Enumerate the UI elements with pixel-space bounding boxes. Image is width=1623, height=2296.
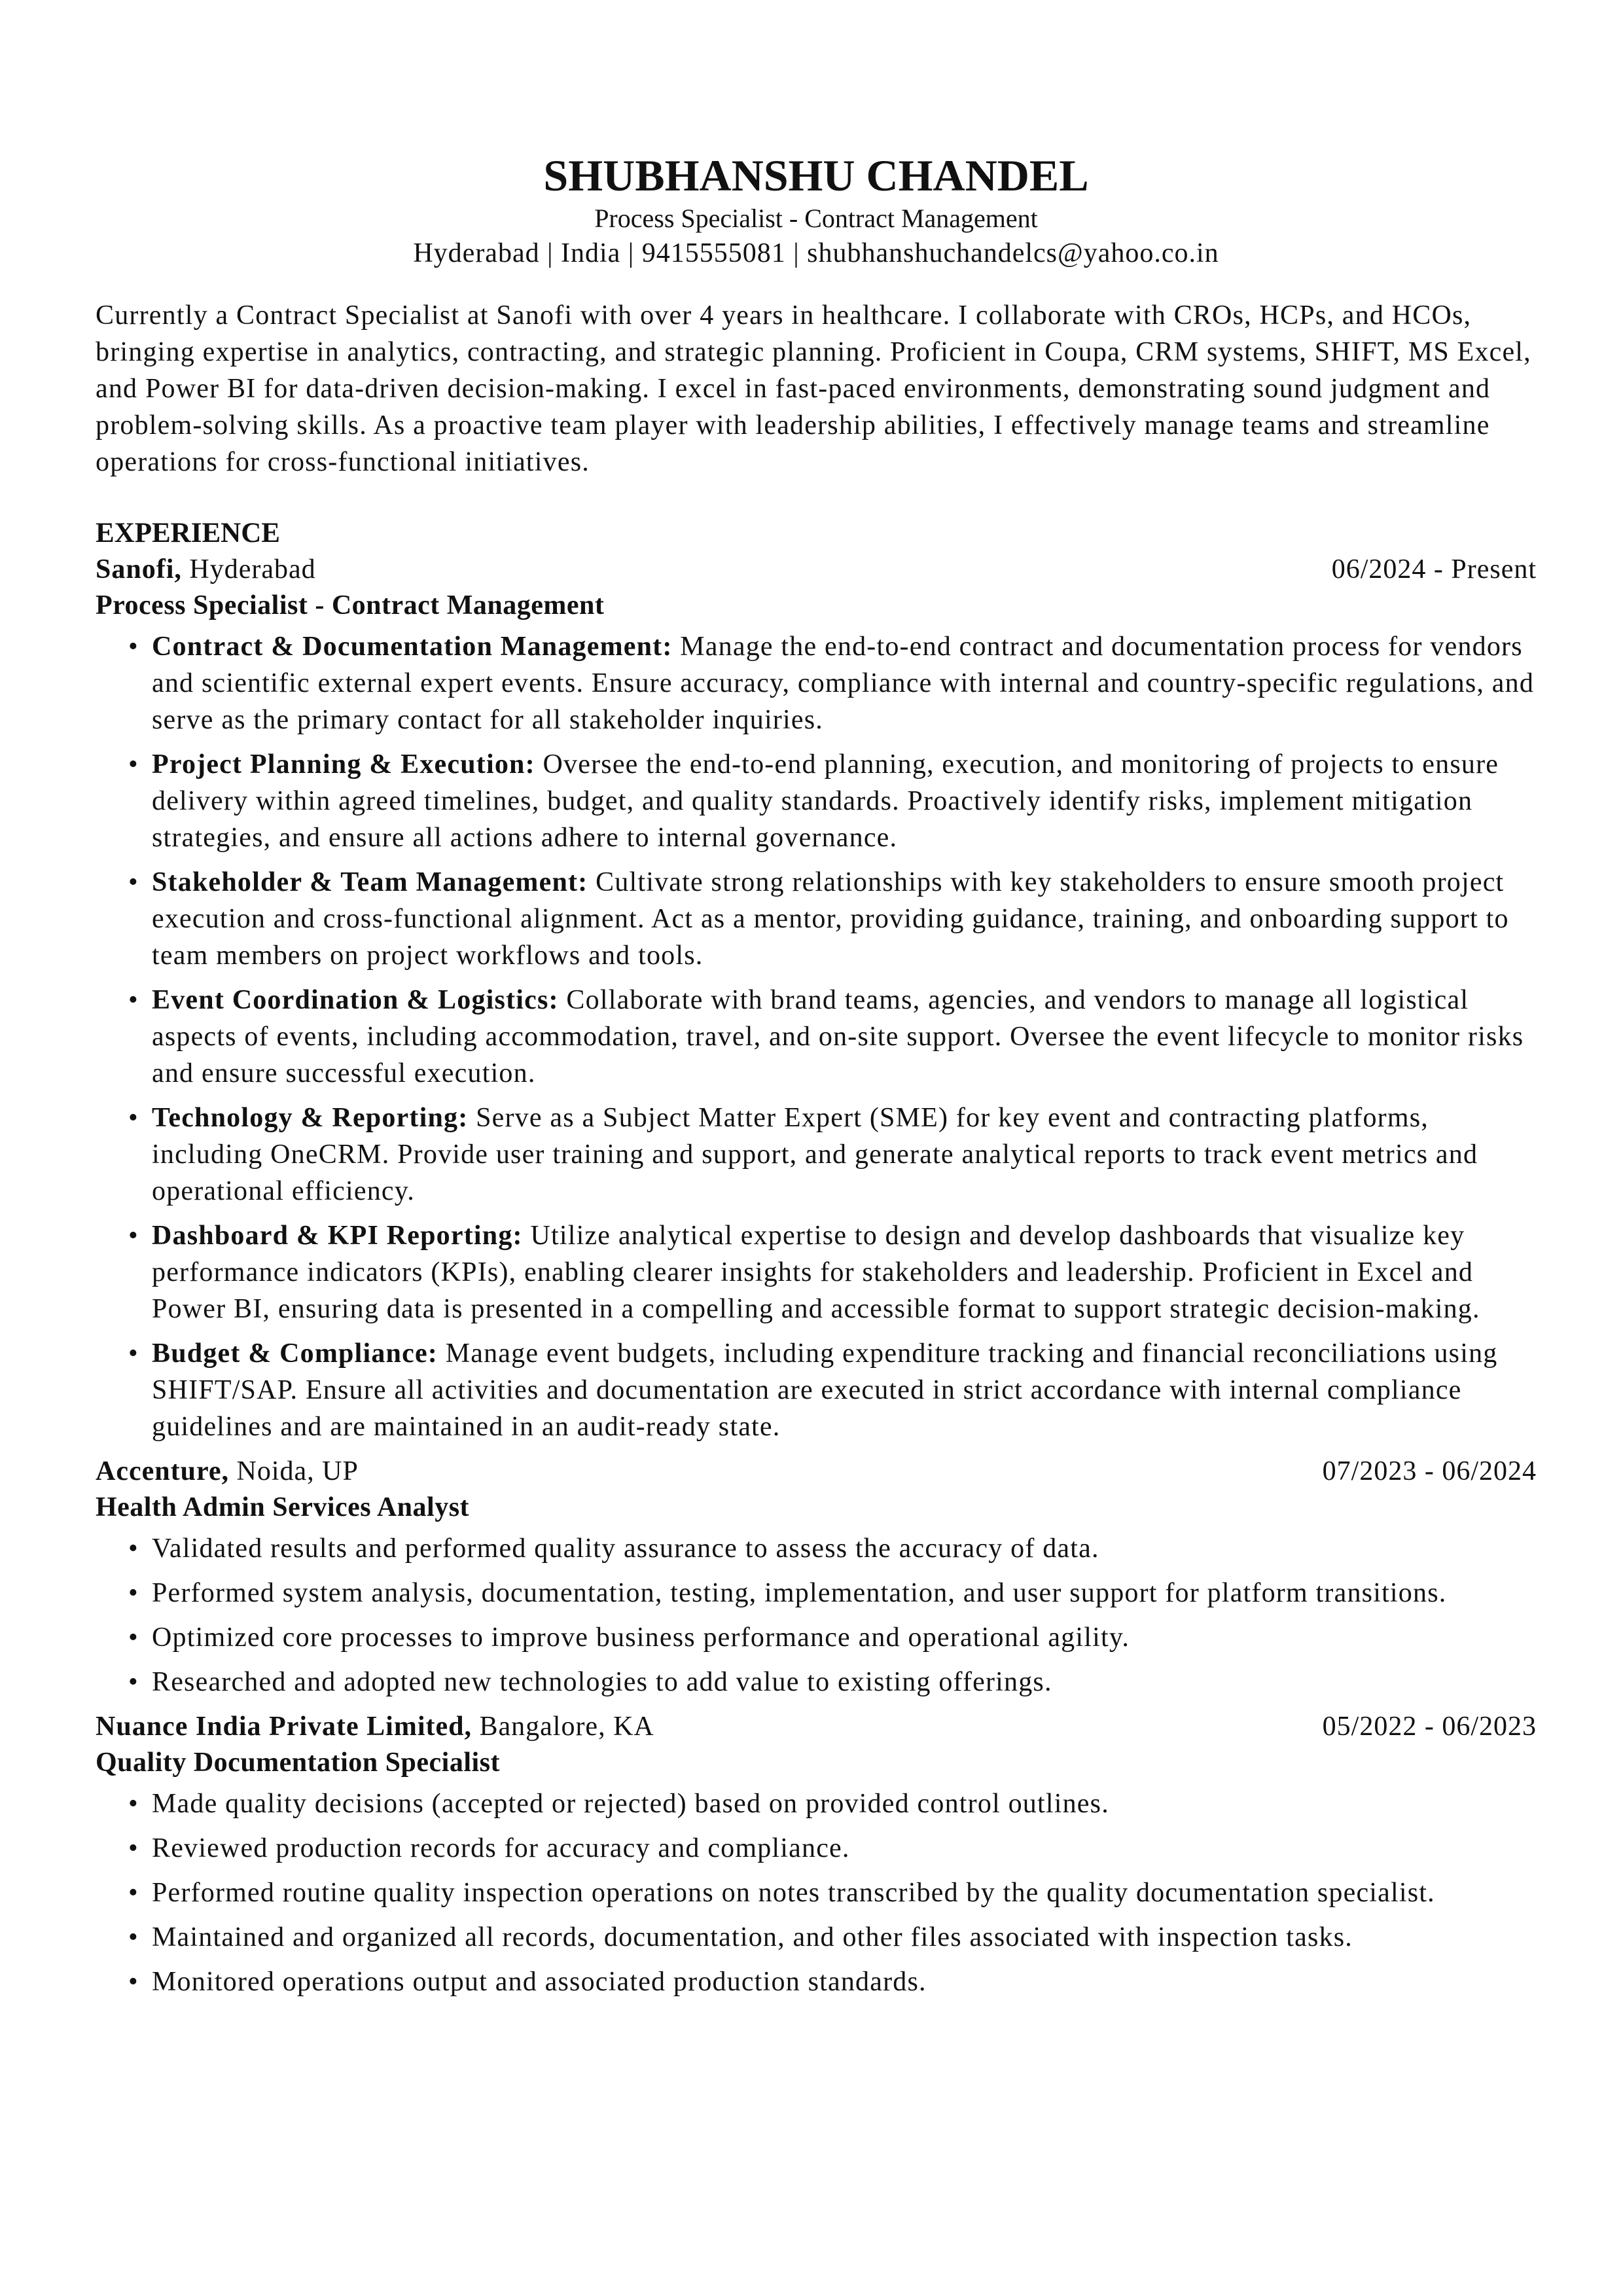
experience-list bbox=[96, 551, 1537, 2000]
bullet-text: Performed routine quality inspection operations on notes transcribed by the quality documentation specialist. bbox=[152, 1878, 1435, 1908]
bullet-icon: • bbox=[128, 1103, 139, 1133]
list-item bbox=[96, 864, 1537, 974]
bullet-lead: Budget & Compliance: bbox=[152, 1338, 438, 1369]
job-title: Quality Documentation Specialist bbox=[96, 1748, 501, 1778]
bullet-icon: • bbox=[128, 1578, 139, 1608]
bullet-icon: • bbox=[128, 985, 139, 1015]
list-item bbox=[96, 1619, 1537, 1656]
candidate-subtitle: Process Specialist - Contract Management bbox=[594, 204, 1038, 233]
job-bullets bbox=[96, 1785, 1537, 2000]
job-title: Process Specialist - Contract Management bbox=[96, 590, 605, 620]
candidate-name: SHUBHANSHU CHANDEL bbox=[543, 151, 1089, 200]
job-location: Bangalore, KA bbox=[479, 1712, 654, 1742]
bullet-icon: • bbox=[128, 1221, 139, 1251]
job-header bbox=[96, 551, 1537, 588]
bullet-text: Reviewed production records for accuracy and compliance. bbox=[152, 1833, 850, 1863]
list-item bbox=[96, 628, 1537, 738]
bullet-lead: Project Planning & Execution: bbox=[152, 749, 535, 780]
bullet-icon: • bbox=[128, 1967, 139, 1997]
job-entry bbox=[96, 551, 1537, 1445]
job-company-location bbox=[96, 1453, 359, 1490]
job-header bbox=[96, 1708, 1537, 1745]
job-dates: 07/2023 - 06/2024 bbox=[1322, 1456, 1537, 1486]
bullet-text: Utilize analytical expertise to design and develop dashboards that visualize key performance indicators (KPIs), enabling clearer insights for stakeholders and leadership. Proficient in Excel and Power BI, ensuring data is presented in a compelling and accessible format to support strategic decision-making. bbox=[152, 1221, 1480, 1324]
list-item bbox=[96, 1785, 1537, 1822]
bullet-icon: • bbox=[128, 1833, 139, 1863]
job-entry bbox=[96, 1708, 1537, 2000]
bullet-icon: • bbox=[128, 1878, 139, 1908]
job-company-location bbox=[96, 551, 316, 588]
list-item bbox=[96, 1919, 1537, 1956]
list-item bbox=[96, 1100, 1537, 1210]
job-dates: 05/2022 - 06/2023 bbox=[1322, 1712, 1537, 1742]
bullet-text: Made quality decisions (accepted or rejected) based on provided control outlines. bbox=[152, 1789, 1109, 1819]
job-company: Nuance India Private Limited, bbox=[96, 1712, 472, 1742]
job-bullets bbox=[96, 1530, 1537, 1700]
bullet-lead: Dashboard & KPI Reporting: bbox=[152, 1221, 523, 1251]
bullet-icon: • bbox=[128, 1922, 139, 1952]
job-header bbox=[96, 1453, 1537, 1490]
bullet-icon: • bbox=[128, 632, 139, 662]
contact-line: Hyderabad | India | 9415555081 | shubhanshuchandelcs@yahoo.co.in bbox=[413, 238, 1219, 268]
bullet-text: Cultivate strong relationships with key stakeholders to ensure smooth project execution and cross-functional alignment. Act as a mentor, providing guidance, training, and onboarding support to team members on project workflows and tools. bbox=[152, 867, 1509, 971]
list-item bbox=[96, 982, 1537, 1092]
job-dates: 06/2024 - Present bbox=[1331, 554, 1537, 584]
job-company: Accenture, bbox=[96, 1456, 229, 1486]
bullet-text: Validated results and performed quality assurance to assess the accuracy of data. bbox=[152, 1534, 1099, 1564]
job-bullets bbox=[96, 628, 1537, 1445]
job-company-location bbox=[96, 1708, 654, 1745]
bullet-lead: Event Coordination & Logistics: bbox=[152, 985, 559, 1015]
bullet-icon: • bbox=[128, 749, 139, 780]
bullet-icon: • bbox=[128, 1667, 139, 1697]
bullet-icon: • bbox=[128, 1534, 139, 1564]
job-title: Health Admin Services Analyst bbox=[96, 1492, 470, 1522]
job-location: Noida, UP bbox=[236, 1456, 359, 1486]
bullet-lead: Stakeholder & Team Management: bbox=[152, 867, 588, 897]
list-item bbox=[96, 1964, 1537, 2000]
list-item bbox=[96, 1830, 1537, 1867]
bullet-icon: • bbox=[128, 1789, 139, 1819]
bullet-text: Performed system analysis, documentation, testing, implementation, and user support for platform transitions. bbox=[152, 1578, 1447, 1608]
experience-heading: EXPERIENCE bbox=[96, 518, 280, 548]
list-item bbox=[96, 1530, 1537, 1567]
bullet-text: Optimized core processes to improve business performance and operational agility. bbox=[152, 1623, 1130, 1653]
bullet-text: Serve as a Subject Matter Expert (SME) for key event and contracting platforms, including OneCRM. Provide user training and support, and generate analytical reports to track event metrics and operational efficiency. bbox=[152, 1103, 1478, 1206]
job-entry bbox=[96, 1453, 1537, 1700]
list-item bbox=[96, 1874, 1537, 1911]
job-location: Hyderabad bbox=[189, 554, 316, 584]
bullet-text: Manage event budgets, including expenditure tracking and financial reconciliations using SHIFT/SAP. Ensure all activities and documentation are executed in strict accordance with internal compliance guidelines and are maintained in an audit-ready state. bbox=[152, 1338, 1498, 1442]
list-item bbox=[96, 1664, 1537, 1700]
bullet-text: Manage the end-to-end contract and documentation process for vendors and scientific external expert events. Ensure accuracy, compliance with internal and country-specific regulations, and serve as the primary contact for all stakeholder inquiries. bbox=[152, 632, 1535, 735]
resume-page bbox=[96, 149, 1537, 2008]
bullet-text: Monitored operations output and associated production standards. bbox=[152, 1967, 927, 1997]
summary-paragraph: Currently a Contract Specialist at Sanofi with over 4 years in healthcare. I collaborate with CROs, HCPs, and HCOs, bringing expertise in analytics, contracting, and strategic planning. Proficient in Coupa, CRM systems, SHIFT, MS Excel, and Power BI for data-driven decision-making. I excel in fast-paced environments, demonstrating sound judgment and problem-solving skills. As a proactive team player with leadership abilities, I effectively manage teams and streamline operations for cross-functional initiatives. bbox=[96, 300, 1531, 477]
bullet-icon: • bbox=[128, 1623, 139, 1653]
bullet-lead: Technology & Reporting: bbox=[152, 1103, 469, 1133]
list-item bbox=[96, 1217, 1537, 1327]
list-item bbox=[96, 746, 1537, 856]
bullet-icon: • bbox=[128, 867, 139, 897]
bullet-text: Collaborate with brand teams, agencies, and vendors to manage all logistical aspects of events, including accommodation, travel, and on-site support. Oversee the event lifecycle to monitor risks and ensure successful execution. bbox=[152, 985, 1524, 1088]
bullet-text: Maintained and organized all records, documentation, and other files associated with inspection tasks. bbox=[152, 1922, 1353, 1952]
bullet-text: Researched and adopted new technologies to add value to existing offerings. bbox=[152, 1667, 1052, 1697]
list-item bbox=[96, 1335, 1537, 1445]
job-company: Sanofi, bbox=[96, 554, 182, 584]
bullet-lead: Contract & Documentation Management: bbox=[152, 632, 673, 662]
bullet-text: Oversee the end-to-end planning, execution, and monitoring of projects to ensure delivery within agreed timelines, budget, and quality standards. Proactively identify risks, implement mitigation strategies, and ensure all actions adhere to internal governance. bbox=[152, 749, 1499, 853]
bullet-icon: • bbox=[128, 1338, 139, 1369]
list-item bbox=[96, 1575, 1537, 1611]
